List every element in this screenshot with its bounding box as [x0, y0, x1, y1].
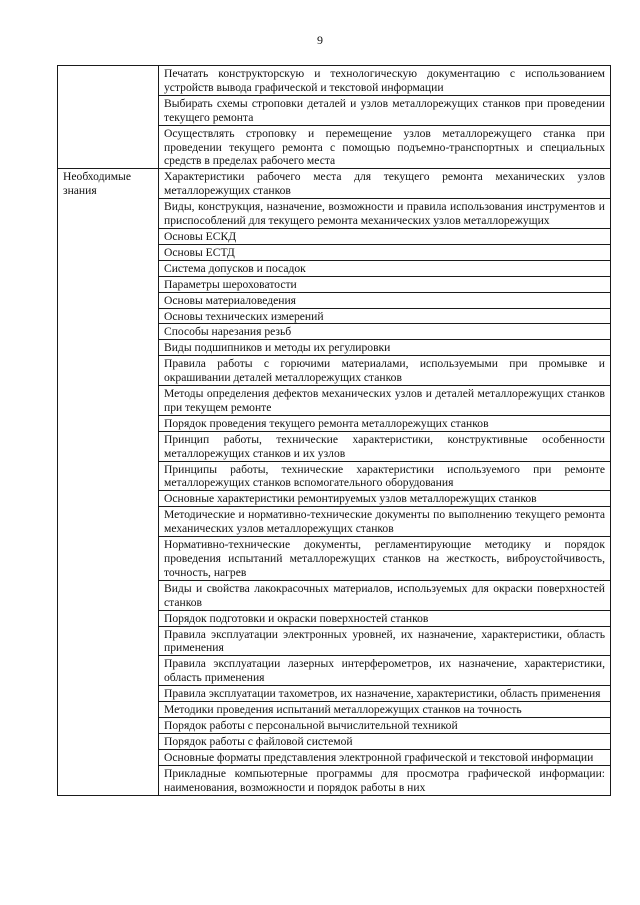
knowledge-item: Основы ЕСКД: [159, 228, 611, 244]
table-row: [58, 169, 611, 199]
knowledge-item: Виды подшипников и методы их регулировки: [159, 340, 611, 356]
knowledge-item: Правила эксплуатации тахометров, их назначение, характеристики, область применения: [159, 686, 611, 702]
knowledge-item: Основные характеристики ремонтируемых узлов металлорежущих станков: [159, 491, 611, 507]
knowledge-item: Виды, конструкция, назначение, возможности и правила использования инструментов и приспособлений для текущего ремонта механических узлов металлорежущих: [159, 199, 611, 229]
requirements-table-body: [58, 66, 611, 796]
table-row: [58, 66, 611, 96]
skill-item: Осуществлять строповку и перемещение узлов металлорежущего станка при проведении текущего ремонта с помощью подъемно-транспортных и специальных средств в пределах рабочего места: [159, 125, 611, 169]
knowledge-item: Принцип работы, технические характеристики, конструктивные особенности металлорежущих станков и их узлов: [159, 431, 611, 461]
knowledge-item: Характеристики рабочего места для текущего ремонта механических узлов металлорежущих станков: [159, 169, 611, 199]
knowledge-item: Нормативно-технические документы, регламентирующие методику и порядок проведения испытаний металлорежущих станков на жесткость, виброустойчивость, точность, нагрев: [159, 537, 611, 581]
knowledge-item: Основы материаловедения: [159, 292, 611, 308]
knowledge-item: Способы нарезания резьб: [159, 324, 611, 340]
knowledge-item: Правила работы с горючими материалами, используемыми при промывке и окрашивании деталей металлорежущих станков: [159, 356, 611, 386]
knowledge-item: Порядок работы с файловой системой: [159, 733, 611, 749]
knowledge-item: Порядок проведения текущего ремонта металлорежущих станков: [159, 415, 611, 431]
skills-label-cell: [58, 66, 159, 169]
knowledge-item: Прикладные компьютерные программы для просмотра графической информации: наименования, возможности и порядок работы в них: [159, 765, 611, 795]
skill-item: Печатать конструкторскую и технологическую документацию с использованием устройств вывода графической и текстовой информации: [159, 66, 611, 96]
knowledge-item: Основные форматы представления электронной графической и текстовой информации: [159, 749, 611, 765]
knowledge-item: Правила эксплуатации лазерных интерферометров, их назначение, характеристики, область применения: [159, 656, 611, 686]
requirements-table: [57, 65, 611, 796]
knowledge-item: Порядок подготовки и окраски поверхностей станков: [159, 610, 611, 626]
page-number: 9: [317, 33, 323, 47]
knowledge-item: Система допусков и посадок: [159, 260, 611, 276]
knowledge-item: Методики проведения испытаний металлорежущих станков на точность: [159, 702, 611, 718]
knowledge-item: Основы ЕСТД: [159, 244, 611, 260]
knowledge-label-cell: Необходимые знания: [58, 169, 159, 795]
knowledge-item: Методы определения дефектов механических узлов и деталей металлорежущих станков при текущем ремонте: [159, 386, 611, 416]
knowledge-item: Порядок работы с персональной вычислительной техникой: [159, 717, 611, 733]
knowledge-item: Параметры шероховатости: [159, 276, 611, 292]
knowledge-item: Правила эксплуатации электронных уровней, их назначение, характеристики, область применения: [159, 626, 611, 656]
skill-item: Выбирать схемы строповки деталей и узлов металлорежущих станков при проведении текущего ремонта: [159, 95, 611, 125]
knowledge-item: Принципы работы, технические характеристики используемого при ремонте металлорежущих станков вспомогательного оборудования: [159, 461, 611, 491]
knowledge-item: Методические и нормативно-технические документы по выполнению текущего ремонта механических узлов металлорежущих станков: [159, 507, 611, 537]
knowledge-item: Основы технических измерений: [159, 308, 611, 324]
knowledge-item: Виды и свойства лакокрасочных материалов, используемых для окраски поверхностей станков: [159, 580, 611, 610]
